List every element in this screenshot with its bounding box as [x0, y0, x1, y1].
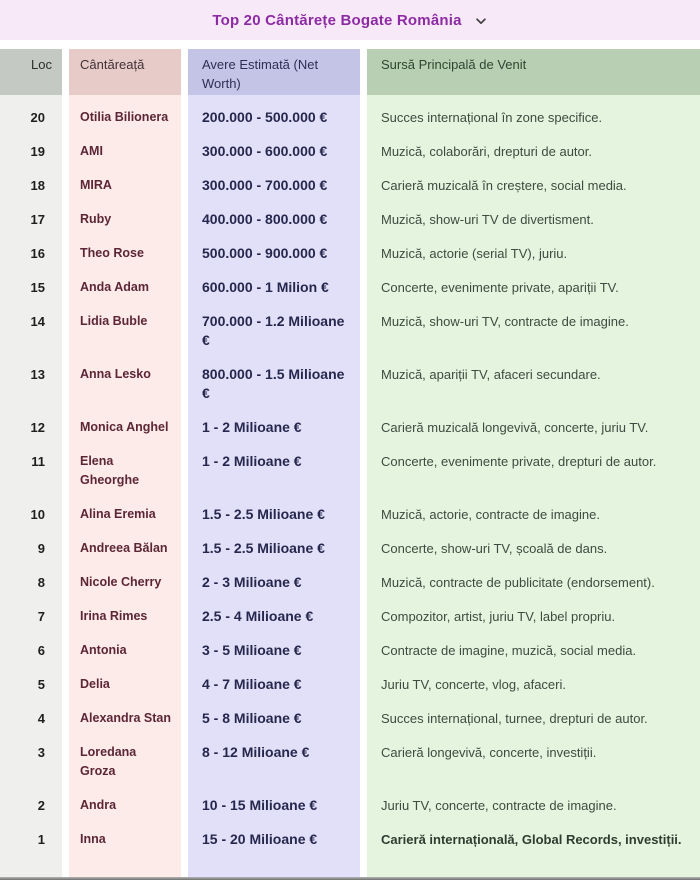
table-row	[0, 134, 700, 168]
rank-cell: 12	[0, 410, 62, 444]
income-source-cell: Concerte, evenimente private, apariții TV.	[367, 270, 700, 304]
table-row	[0, 410, 700, 444]
singer-name-cell: Otilia Bilionera	[69, 95, 181, 134]
income-source-cell: Muzică, show-uri TV, contracte de imagine.	[367, 304, 700, 357]
column-header-net-worth: Avere Estimată (Net Worth)	[188, 49, 360, 95]
net-worth-cell: 600.000 - 1 Milion €	[188, 270, 360, 304]
singer-name-cell: Ruby	[69, 202, 181, 236]
singer-name-cell: Delia	[69, 667, 181, 701]
income-source-cell: Concerte, evenimente private, drepturi de autor.	[367, 444, 700, 497]
singer-name-cell: Inna	[69, 822, 181, 880]
rank-cell: 19	[0, 134, 62, 168]
table-header-row	[0, 49, 700, 95]
net-worth-cell: 1 - 2 Milioane €	[188, 444, 360, 497]
table-row	[0, 357, 700, 410]
net-worth-cell: 15 - 20 Milioane €	[188, 822, 360, 880]
singer-name-cell: Andreea Bălan	[69, 531, 181, 565]
table-title-dropdown[interactable]	[0, 0, 700, 40]
income-source-cell: Muzică, contracte de publicitate (endorsement).	[367, 565, 700, 599]
net-worth-cell: 8 - 12 Milioane €	[188, 735, 360, 788]
table-row	[0, 444, 700, 497]
net-worth-cell: 1.5 - 2.5 Milioane €	[188, 531, 360, 565]
net-worth-cell: 3 - 5 Milioane €	[188, 633, 360, 667]
singer-name-cell: AMI	[69, 134, 181, 168]
table-row	[0, 599, 700, 633]
rank-cell: 10	[0, 497, 62, 531]
net-worth-cell: 700.000 - 1.2 Milioane €	[188, 304, 360, 357]
rank-cell: 5	[0, 667, 62, 701]
table-row	[0, 701, 700, 735]
singer-name-cell: Irina Rimes	[69, 599, 181, 633]
income-source-cell: Muzică, actorie, contracte de imagine.	[367, 497, 700, 531]
income-source-cell: Carieră longevivă, concerte, investiții.	[367, 735, 700, 788]
net-worth-cell: 800.000 - 1.5 Milioane €	[188, 357, 360, 410]
singer-name-cell: Elena Gheorghe	[69, 444, 181, 497]
rank-cell: 3	[0, 735, 62, 788]
income-source-cell: Compozitor, artist, juriu TV, label propriu.	[367, 599, 700, 633]
singer-name-cell: Alexandra Stan	[69, 701, 181, 735]
net-worth-cell: 4 - 7 Milioane €	[188, 667, 360, 701]
singer-name-cell: Anna Lesko	[69, 357, 181, 410]
chevron-down-icon[interactable]	[474, 14, 488, 28]
singer-name-cell: Antonia	[69, 633, 181, 667]
income-source-cell: Juriu TV, concerte, contracte de imagine.	[367, 788, 700, 822]
income-source-cell: Muzică, actorie (serial TV), juriu.	[367, 236, 700, 270]
table-row	[0, 565, 700, 599]
income-source-cell: Carieră internațională, Global Records, investiții.	[367, 822, 700, 880]
net-worth-cell: 300.000 - 600.000 €	[188, 134, 360, 168]
net-worth-cell: 300.000 - 700.000 €	[188, 168, 360, 202]
net-worth-cell: 2.5 - 4 Milioane €	[188, 599, 360, 633]
table-row	[0, 822, 700, 880]
page-title: Top 20 Cântărețe Bogate România	[212, 11, 462, 29]
table-row	[0, 236, 700, 270]
table-row	[0, 531, 700, 565]
table-row	[0, 633, 700, 667]
net-worth-cell: 1.5 - 2.5 Milioane €	[188, 497, 360, 531]
table-row	[0, 202, 700, 236]
net-worth-cell: 500.000 - 900.000 €	[188, 236, 360, 270]
net-worth-cell: 400.000 - 800.000 €	[188, 202, 360, 236]
table-row	[0, 788, 700, 822]
rank-cell: 2	[0, 788, 62, 822]
rank-cell: 18	[0, 168, 62, 202]
singer-name-cell: Anda Adam	[69, 270, 181, 304]
rank-cell: 8	[0, 565, 62, 599]
rank-cell: 14	[0, 304, 62, 357]
singer-name-cell: MIRA	[69, 168, 181, 202]
rank-cell: 15	[0, 270, 62, 304]
income-source-cell: Contracte de imagine, muzică, social media.	[367, 633, 700, 667]
singer-name-cell: Nicole Cherry	[69, 565, 181, 599]
net-worth-cell: 10 - 15 Milioane €	[188, 788, 360, 822]
singer-name-cell: Theo Rose	[69, 236, 181, 270]
table-row	[0, 270, 700, 304]
rank-cell: 11	[0, 444, 62, 497]
singer-name-cell: Monica Anghel	[69, 410, 181, 444]
column-header-singer: Cântăreață	[69, 49, 181, 95]
ranking-table	[0, 49, 700, 880]
table-row	[0, 168, 700, 202]
net-worth-cell: 1 - 2 Milioane €	[188, 410, 360, 444]
singer-name-cell: Alina Eremia	[69, 497, 181, 531]
rank-cell: 6	[0, 633, 62, 667]
income-source-cell: Succes internațional în zone specifice.	[367, 95, 700, 134]
singer-name-cell: Andra	[69, 788, 181, 822]
table-body	[0, 95, 700, 880]
rank-cell: 20	[0, 95, 62, 134]
income-source-cell: Concerte, show-uri TV, școală de dans.	[367, 531, 700, 565]
singer-name-cell: Loredana Groza	[69, 735, 181, 788]
table-row	[0, 735, 700, 788]
table-row	[0, 497, 700, 531]
table-row	[0, 667, 700, 701]
rank-cell: 9	[0, 531, 62, 565]
income-source-cell: Succes internațional, turnee, drepturi de autor.	[367, 701, 700, 735]
net-worth-cell: 200.000 - 500.000 €	[188, 95, 360, 134]
column-header-rank: Loc	[0, 49, 62, 95]
income-source-cell: Muzică, show-uri TV de divertisment.	[367, 202, 700, 236]
column-header-income-source: Sursă Principală de Venit	[367, 49, 700, 95]
income-source-cell: Carieră muzicală longevivă, concerte, juriu TV.	[367, 410, 700, 444]
rank-cell: 16	[0, 236, 62, 270]
income-source-cell: Juriu TV, concerte, vlog, afaceri.	[367, 667, 700, 701]
table-row	[0, 95, 700, 134]
net-worth-cell: 5 - 8 Milioane €	[188, 701, 360, 735]
rank-cell: 1	[0, 822, 62, 880]
rank-cell: 4	[0, 701, 62, 735]
rank-cell: 7	[0, 599, 62, 633]
income-source-cell: Carieră muzicală în creștere, social media.	[367, 168, 700, 202]
income-source-cell: Muzică, apariții TV, afaceri secundare.	[367, 357, 700, 410]
singer-name-cell: Lidia Buble	[69, 304, 181, 357]
table-row	[0, 304, 700, 357]
income-source-cell: Muzică, colaborări, drepturi de autor.	[367, 134, 700, 168]
rank-cell: 13	[0, 357, 62, 410]
rank-cell: 17	[0, 202, 62, 236]
net-worth-cell: 2 - 3 Milioane €	[188, 565, 360, 599]
